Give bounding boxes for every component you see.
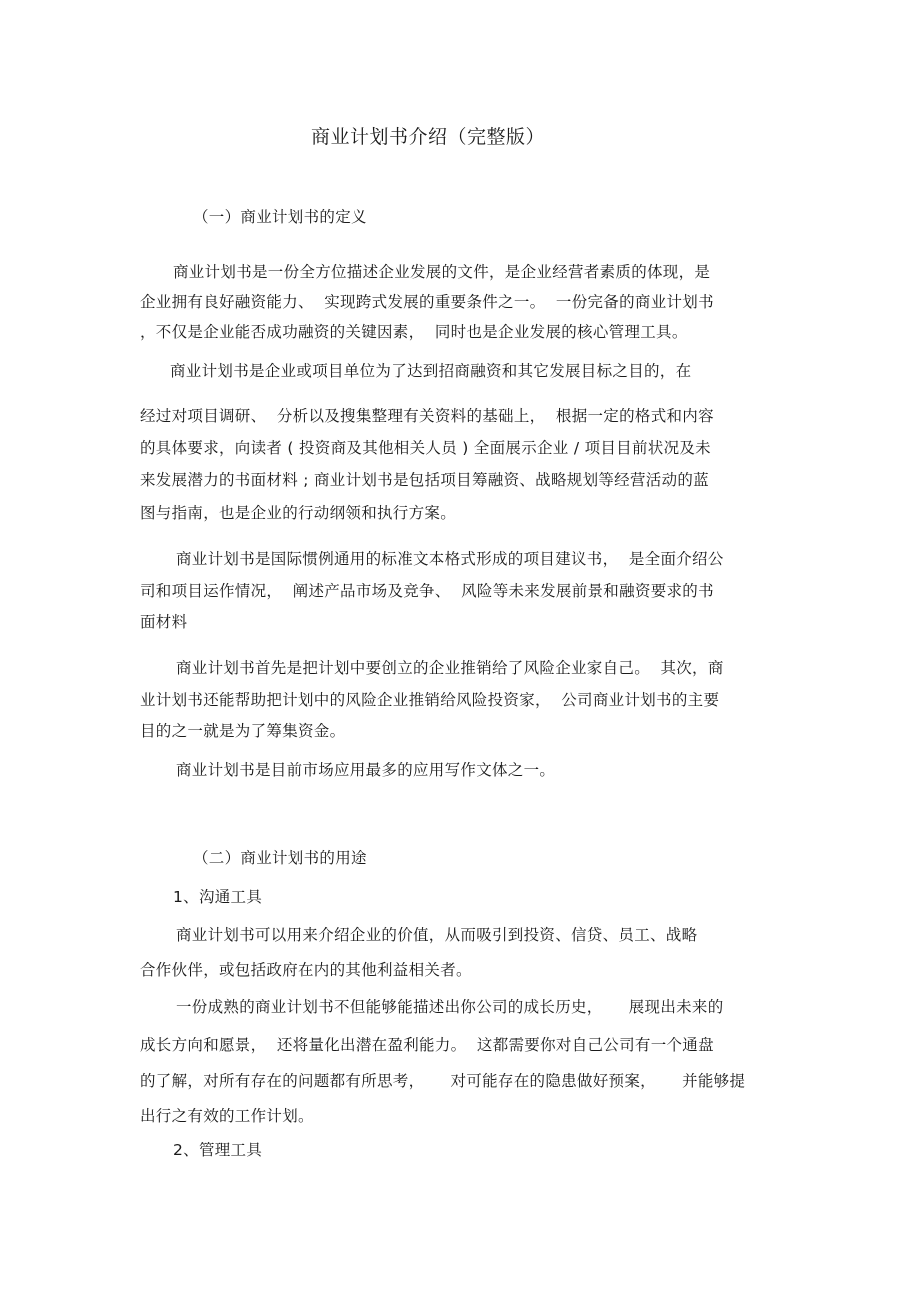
paragraph-line: 合作伙伴，或包括政府在内的其他利益相关者。 bbox=[140, 961, 472, 979]
paragraph-line: 目的之一就是为了筹集资金。 bbox=[140, 722, 346, 740]
list-item-label: 2、管理工具 bbox=[173, 1141, 263, 1159]
paragraph-line: 商业计划书首先是把计划中要创立的企业推销给了风险企业家自己。 其次，商 bbox=[176, 659, 724, 677]
paragraph-line: ，不仅是企业能否成功融资的关键因素， 同时也是企业发展的核心管理工具。 bbox=[140, 323, 688, 341]
paragraph-line: 成长方向和愿景， 还将量化出潜在盈利能力。 这都需要你对自己公司有一个通盘 bbox=[140, 1036, 714, 1054]
paragraph-line: 面材料 bbox=[140, 613, 188, 631]
paragraph-line: 商业计划书是国际惯例通用的标准文本格式形成的项目建议书， 是全面介绍公 bbox=[176, 550, 724, 568]
paragraph-line: 图与指南，也是企业的行动纲领和执行方案。 bbox=[140, 504, 457, 522]
paragraph-line: 商业计划书是一份全方位描述企业发展的文件，是企业经营者素质的体现，是 bbox=[173, 263, 711, 281]
paragraph-line: 一份成熟的商业计划书不但能够能描述出你公司的成长历史， 展现出未来的 bbox=[176, 998, 724, 1016]
paragraph-line: 业计划书还能帮助把计划中的风险企业推销给风险投资家， 公司商业计划书的主要 bbox=[140, 691, 720, 709]
paragraph-line: 来发展潜力的书面材料 ; 商业计划书是包括项目筹融资、战略规划等经营活动的蓝 bbox=[140, 471, 709, 489]
paragraph-line: 商业计划书可以用来介绍企业的价值，从而吸引到投资、信贷、员工、战略 bbox=[176, 926, 698, 944]
list-item-label: 1、沟通工具 bbox=[173, 888, 263, 906]
document-title: 商业计划书介绍（完整版） bbox=[311, 126, 546, 148]
paragraph-line: 的了解，对所有存在的问题都有所思考， 对可能存在的隐患做好预案， 并能够提 bbox=[140, 1072, 746, 1090]
paragraph-line: 司和项目运作情况， 阐述产品市场及竞争、 风险等未来发展前景和融资要求的书 bbox=[140, 582, 714, 600]
paragraph-line: 商业计划书是企业或项目单位为了达到招商融资和其它发展目标之目的，在 bbox=[170, 362, 692, 380]
paragraph-line: 出行之有效的工作计划。 bbox=[140, 1107, 314, 1125]
section-heading-uses: （二）商业计划书的用途 bbox=[193, 849, 367, 867]
paragraph-line: 企业拥有良好融资能力、 实现跨式发展的重要条件之一。 一份完备的商业计划书 bbox=[140, 293, 714, 311]
paragraph-line: 商业计划书是目前市场应用最多的应用写作文体之一。 bbox=[176, 761, 556, 779]
section-heading-definition: （一）商业计划书的定义 bbox=[193, 208, 367, 226]
paragraph-line: 经过对项目调研、 分析以及搜集整理有关资料的基础上， 根据一定的格式和内容 bbox=[140, 407, 714, 425]
paragraph-line: 的具体要求，向读者 ( 投资商及其他相关人员 ) 全面展示企业 / 项目目前状况及未 bbox=[140, 439, 711, 457]
